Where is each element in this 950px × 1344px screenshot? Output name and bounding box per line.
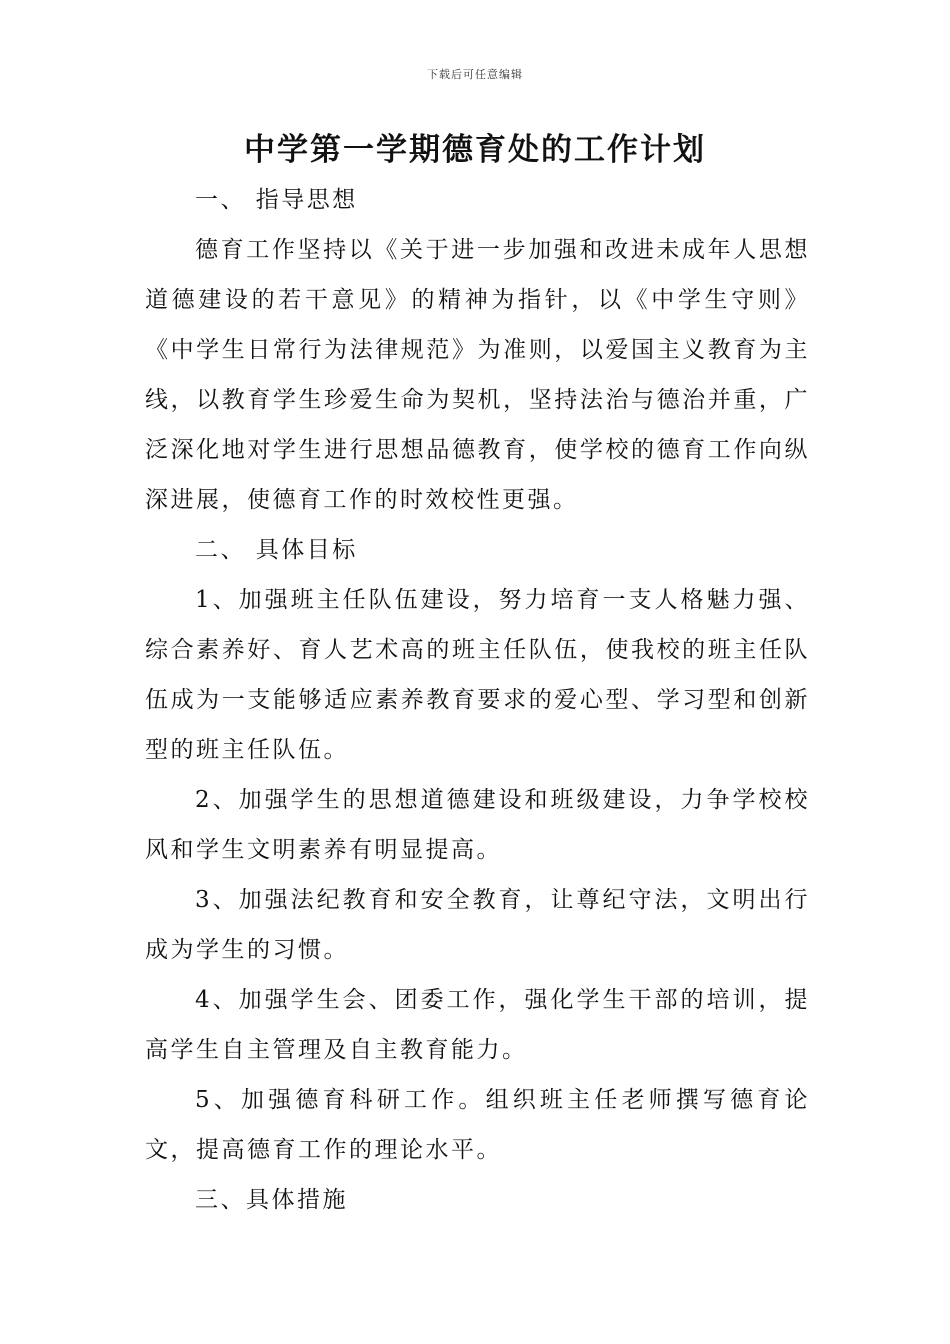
goal-item-3: 3、加强法纪教育和安全教育，让尊纪守法，文明出行成为学生的习惯。	[145, 887, 810, 963]
section-heading-specific-measures: 三、具体措施	[195, 1187, 348, 1213]
header-note: 下载后可任意编辑	[427, 68, 523, 81]
goal-item-2: 2、加强学生的思想道德建设和班级建设，力争学校校风和学生文明素养有明显提高。	[145, 787, 810, 863]
goal-item-5: 5、加强德育科研工作。组织班主任老师撰写德育论文，提高德育工作的理论水平。	[145, 1087, 810, 1163]
paragraph-guiding-thought: 德育工作坚持以《关于进一步加强和改进未成年人思想道德建设的若干意见》的精神为指针，以《中学生守则》《中学生日常行为法律规范》为准则，以爱国主义教育为主线，以教育学生珍爱生命为契机，坚持法治与德治并重，广泛深化地对学生进行思想品德教育，使学校的德育工作向纵深进展，使德育工作的时效校性更强。	[145, 237, 810, 513]
goal-item-4: 4、加强学生会、团委工作，强化学生干部的培训，提高学生自主管理及自主教育能力。	[145, 987, 810, 1063]
section-heading-guiding-thought: 一、 指导思想	[195, 187, 358, 213]
document-body	[145, 175, 810, 1225]
section-heading-specific-goals: 二、 具体目标	[195, 537, 358, 563]
page-title: 中学第一学期德育处的工作计划	[244, 132, 706, 168]
goal-item-1: 1、加强班主任队伍建设，努力培育一支人格魅力强、综合素养好、育人艺术高的班主任队伍，使我校的班主任队伍成为一支能够适应素养教育要求的爱心型、学习型和创新型的班主任队伍。	[145, 587, 810, 763]
